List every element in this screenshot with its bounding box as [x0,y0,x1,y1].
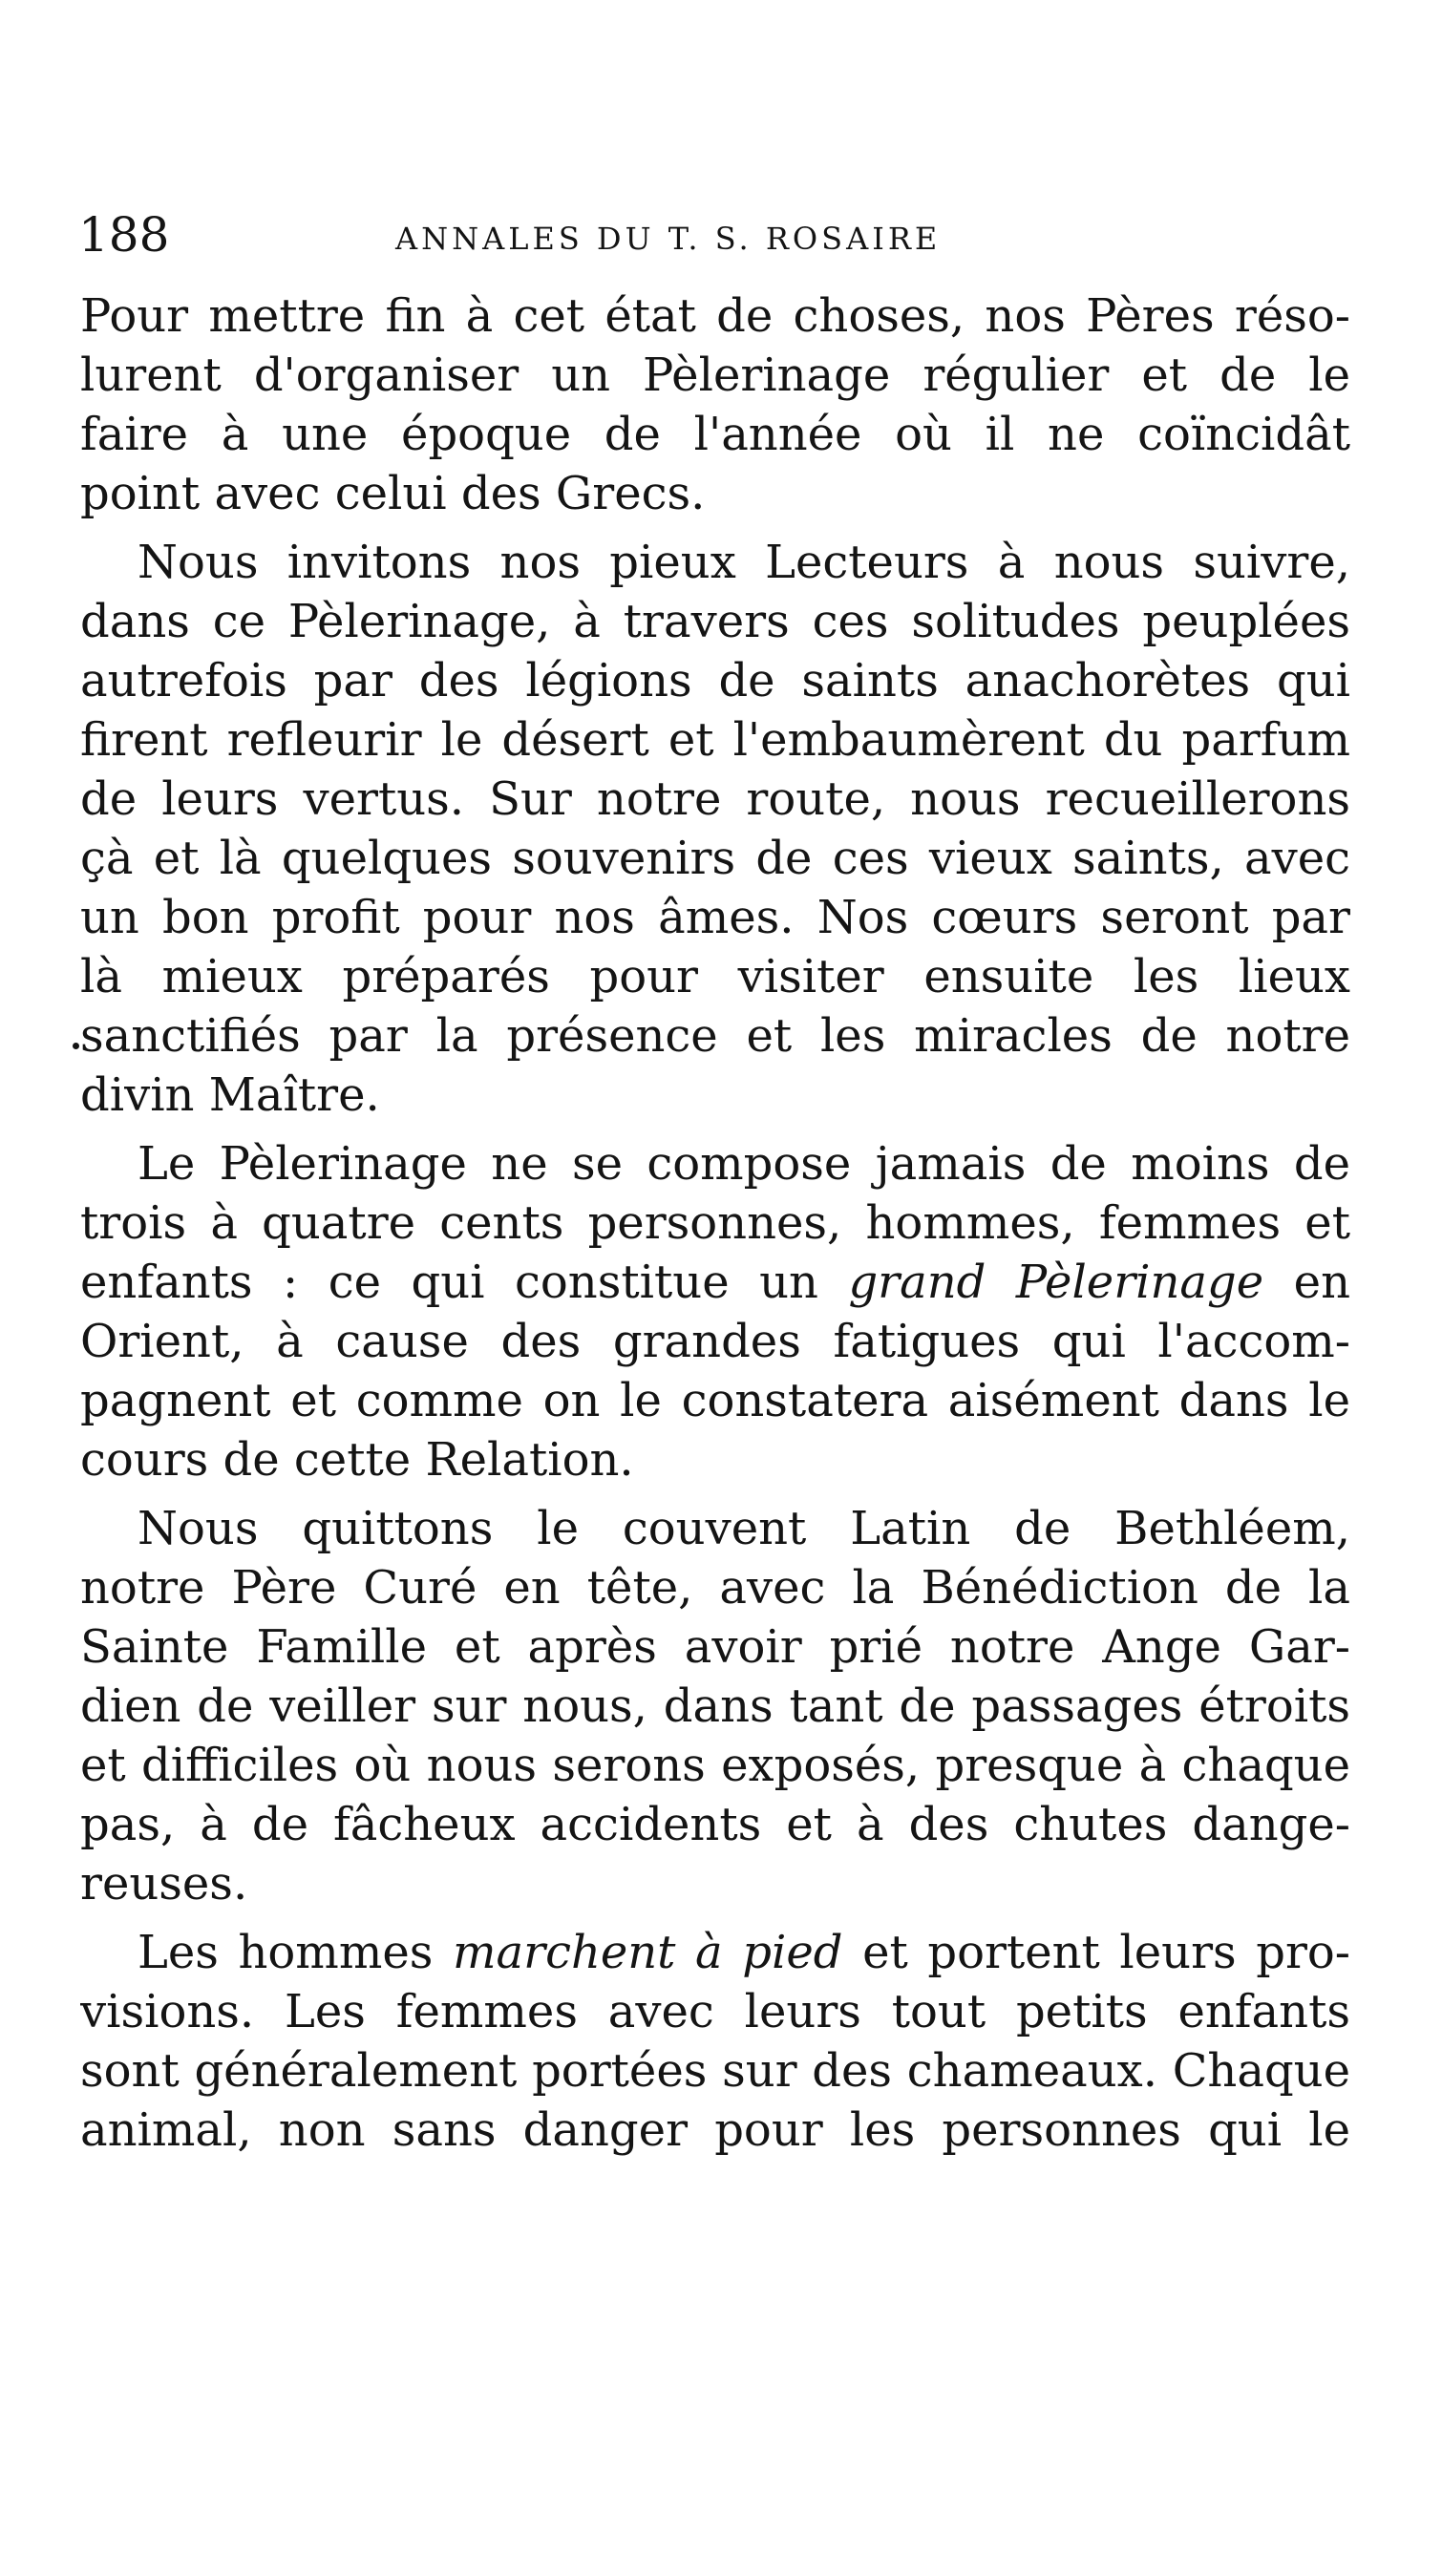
text-line: firent refleurir le désert et l'embaumèrent du parfum [80,713,1350,767]
text-line: point avec celui des Grecs. [80,467,706,520]
text-line: divin Maître. [80,1068,380,1122]
text-line: pagnent et comme on le constatera aisément dans le [80,1374,1350,1427]
text-line: visions. Les femmes avec leurs tout petits enfants [80,1985,1350,2038]
text-line: cours de cette Relation. [80,1433,634,1487]
text-line: Orient, à cause des grandes fatigues qui l'accom- [80,1315,1350,1368]
text-line: autrefois par des légions de saints anachorètes qui [80,654,1350,707]
paragraph-2 [80,533,1350,1125]
text-line [80,1253,1350,1312]
text-line: faire à une époque de l'année où il ne coïncidât [80,408,1350,461]
text-line: reuses. [80,1857,248,1911]
text-line: dien de veiller sur nous, dans tant de passages étroits [80,1679,1350,1733]
text-line: dans ce Pèlerinage, à travers ces solitudes peuplées [80,595,1350,648]
paragraph-1 [80,286,1350,523]
italic-phrase: marchent à pied [452,1926,843,1979]
text-line: sanctifiés par la présence et les miracles de notre [80,1009,1350,1063]
text-line: trois à quatre cents personnes, hommes, femmes et [80,1196,1350,1250]
text-line: notre Père Curé en tête, avec la Bénédiction de la [80,1561,1350,1615]
text-line: pas, à de fâcheux accidents et à des chutes dange- [80,1798,1350,1851]
text-line: çà et là quelques souvenirs de ces vieux saints, avec [80,832,1350,885]
text-span: en [1293,1256,1350,1309]
running-title: ANNALES DU T. S. ROSAIRE [395,221,942,257]
text-line: Le Pèlerinage ne se compose jamais de moins de [138,1137,1350,1191]
text-line: animal, non sans danger pour les personnes qui le [80,2103,1350,2157]
paragraph-3 [80,1134,1350,1489]
text-span: et portent leurs pro- [862,1926,1350,1979]
body-text [80,286,1350,2169]
ink-speck [73,1043,79,1049]
text-line: Sainte Famille et après avoir prié notre Ange Gar- [80,1620,1350,1674]
text-line: sont généralement portées sur des chameaux. Chaque [80,2044,1350,2098]
text-span: Les hommes [138,1926,434,1979]
page-header [76,206,1366,264]
paragraph-5 [80,1923,1350,2160]
text-line: Nous quittons le couvent Latin de Bethléem, [138,1502,1350,1555]
text-line: et difficiles où nous serons exposés, presque à chaque [80,1739,1350,1792]
page-number: 188 [78,207,170,263]
text-line [80,1923,1350,1982]
paragraph-4 [80,1499,1350,1913]
text-line: Pour mettre fin à cet état de choses, nos Pères réso- [80,289,1350,343]
text-line: un bon profit pour nos âmes. Nos cœurs seront par [80,891,1350,944]
text-line: Nous invitons nos pieux Lecteurs à nous suivre, [138,536,1350,589]
text-line: là mieux préparés pour visiter ensuite les lieux [80,950,1350,1003]
text-line: de leurs vertus. Sur notre route, nous recueillerons [80,772,1350,826]
text-span: enfants : ce qui constitue un [80,1256,818,1309]
text-line: lurent d'organiser un Pèlerinage régulier et de le [80,348,1350,402]
italic-phrase: grand Pèlerinage [848,1256,1264,1309]
